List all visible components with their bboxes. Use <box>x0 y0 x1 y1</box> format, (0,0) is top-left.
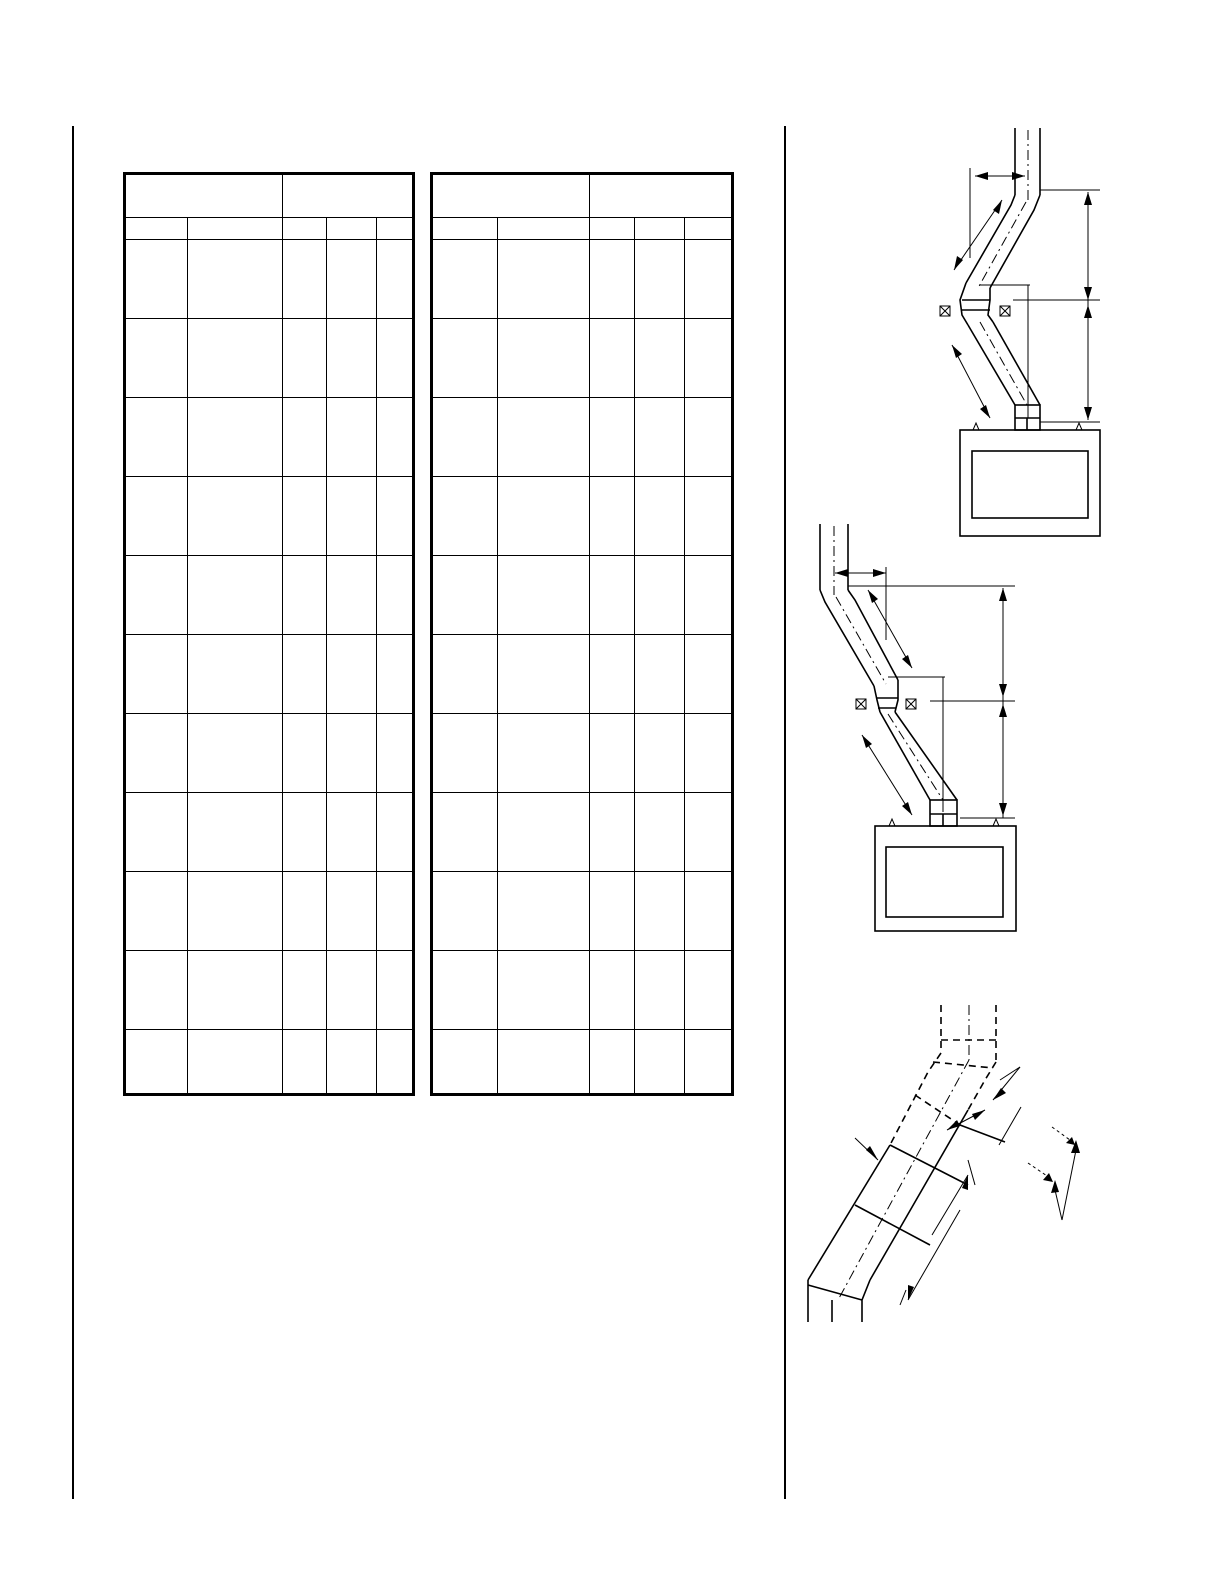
table-cell <box>498 556 590 635</box>
table-row <box>125 240 414 319</box>
vent-table-left <box>123 172 415 1096</box>
table-row <box>432 793 733 872</box>
table-row <box>432 872 733 951</box>
table-cell <box>685 319 733 398</box>
table-cell <box>590 240 635 319</box>
table-cell <box>188 872 283 951</box>
table-cell <box>432 951 498 1030</box>
table-cell <box>635 398 685 477</box>
table-cell <box>635 872 685 951</box>
elbow-detail-figure <box>800 1000 1100 1330</box>
table-cell <box>283 398 327 477</box>
table-cell <box>377 793 414 872</box>
table-cell <box>685 556 733 635</box>
table-cell <box>590 793 635 872</box>
vent-offset-figure-middle <box>810 520 1030 935</box>
table-cell <box>432 1030 498 1095</box>
table-header-cell <box>125 174 283 218</box>
table-cell <box>188 556 283 635</box>
table-cell <box>377 872 414 951</box>
table-row <box>125 398 414 477</box>
table-cell <box>125 240 188 319</box>
vent-offset-figure-top <box>930 125 1110 545</box>
table-cell <box>685 477 733 556</box>
table-row <box>125 635 414 714</box>
table-cell <box>498 793 590 872</box>
table-subheader-cell <box>498 218 590 240</box>
table-header-row <box>432 174 733 218</box>
table-subheader-cell <box>283 218 327 240</box>
table-cell <box>432 398 498 477</box>
table-row <box>432 635 733 714</box>
table-row <box>432 240 733 319</box>
table-cell <box>125 872 188 951</box>
table-cell <box>432 635 498 714</box>
table-cell <box>590 872 635 951</box>
table-cell <box>125 793 188 872</box>
table-cell <box>377 635 414 714</box>
table-cell <box>283 793 327 872</box>
table-row <box>432 1030 733 1095</box>
table-cell <box>432 714 498 793</box>
table-subheader-cell <box>635 218 685 240</box>
table-subheader-cell <box>432 218 498 240</box>
table-cell <box>327 1030 377 1095</box>
table-cell <box>498 951 590 1030</box>
table-cell <box>498 872 590 951</box>
table-cell <box>498 1030 590 1095</box>
table-cell <box>498 477 590 556</box>
table-row <box>432 398 733 477</box>
table-cell <box>283 872 327 951</box>
table-row <box>125 1030 414 1095</box>
table-row <box>432 714 733 793</box>
table-cell <box>498 398 590 477</box>
table-cell <box>685 240 733 319</box>
table-cell <box>327 319 377 398</box>
table-cell <box>327 635 377 714</box>
table-cell <box>635 793 685 872</box>
table-cell <box>188 714 283 793</box>
table-cell <box>432 477 498 556</box>
table-cell <box>432 793 498 872</box>
table-cell <box>685 635 733 714</box>
table-cell <box>377 556 414 635</box>
table-cell <box>377 398 414 477</box>
table-cell <box>432 872 498 951</box>
table-cell <box>283 635 327 714</box>
table-subheader-cell <box>590 218 635 240</box>
table-row <box>432 556 733 635</box>
table-row <box>125 319 414 398</box>
table-cell <box>327 793 377 872</box>
table-cell <box>188 951 283 1030</box>
left-margin-rule <box>72 126 74 1499</box>
table-cell <box>283 319 327 398</box>
table-header-cell <box>590 174 733 218</box>
right-column-rule <box>784 126 786 1499</box>
table-cell <box>635 556 685 635</box>
table-cell <box>432 319 498 398</box>
table-cell <box>327 556 377 635</box>
table-cell <box>590 398 635 477</box>
table-cell <box>377 951 414 1030</box>
table-cell <box>498 240 590 319</box>
table-cell <box>590 635 635 714</box>
table-cell <box>125 319 188 398</box>
table-cell <box>635 1030 685 1095</box>
table-cell <box>283 240 327 319</box>
table-cell <box>283 477 327 556</box>
table-cell <box>327 398 377 477</box>
table-cell <box>635 714 685 793</box>
table-cell <box>188 319 283 398</box>
table-row <box>125 793 414 872</box>
table-cell <box>635 477 685 556</box>
table-header-row <box>125 174 414 218</box>
table-cell <box>327 872 377 951</box>
table-cell <box>590 556 635 635</box>
table-row <box>125 477 414 556</box>
table-cell <box>283 1030 327 1095</box>
table-subheader-cell <box>327 218 377 240</box>
table-cell <box>498 714 590 793</box>
table-subheader-cell <box>188 218 283 240</box>
table-row <box>125 872 414 951</box>
table-cell <box>283 714 327 793</box>
table-cell <box>635 635 685 714</box>
table-header-cell <box>283 174 414 218</box>
table-cell <box>590 319 635 398</box>
table-cell <box>188 398 283 477</box>
table-subheader-row <box>125 218 414 240</box>
table-cell <box>590 951 635 1030</box>
table-cell <box>685 398 733 477</box>
table-cell <box>377 319 414 398</box>
table-cell <box>283 556 327 635</box>
table-cell <box>283 951 327 1030</box>
table-cell <box>377 1030 414 1095</box>
table-cell <box>590 1030 635 1095</box>
table-cell <box>685 1030 733 1095</box>
table-cell <box>188 1030 283 1095</box>
table-cell <box>498 635 590 714</box>
table-cell <box>377 240 414 319</box>
table-cell <box>635 240 685 319</box>
table-cell <box>377 714 414 793</box>
table-cell <box>590 714 635 793</box>
vent-table-right <box>430 172 734 1096</box>
table-cell <box>188 477 283 556</box>
table-cell <box>590 477 635 556</box>
table-cell <box>327 240 377 319</box>
table-cell <box>327 714 377 793</box>
table-cell <box>188 793 283 872</box>
table-cell <box>498 319 590 398</box>
table-cell <box>125 714 188 793</box>
table-subheader-cell <box>125 218 188 240</box>
table-cell <box>188 240 283 319</box>
table-cell <box>685 872 733 951</box>
table-cell <box>685 714 733 793</box>
table-subheader-cell <box>377 218 414 240</box>
table-subheader-row <box>432 218 733 240</box>
table-cell <box>125 398 188 477</box>
table-cell <box>125 1030 188 1095</box>
table-row <box>432 951 733 1030</box>
table-header-cell <box>432 174 590 218</box>
table-cell <box>685 951 733 1030</box>
table-cell <box>125 477 188 556</box>
table-cell <box>377 477 414 556</box>
table-cell <box>685 793 733 872</box>
table-row <box>125 714 414 793</box>
table-cell <box>432 556 498 635</box>
table-cell <box>125 951 188 1030</box>
table-cell <box>125 635 188 714</box>
table-subheader-cell <box>685 218 733 240</box>
table-cell <box>125 556 188 635</box>
table-row <box>432 477 733 556</box>
table-row <box>125 951 414 1030</box>
table-cell <box>432 240 498 319</box>
table-row <box>125 556 414 635</box>
table-cell <box>327 951 377 1030</box>
table-row <box>432 319 733 398</box>
table-cell <box>327 477 377 556</box>
table-cell <box>635 319 685 398</box>
table-cell <box>635 951 685 1030</box>
table-cell <box>188 635 283 714</box>
